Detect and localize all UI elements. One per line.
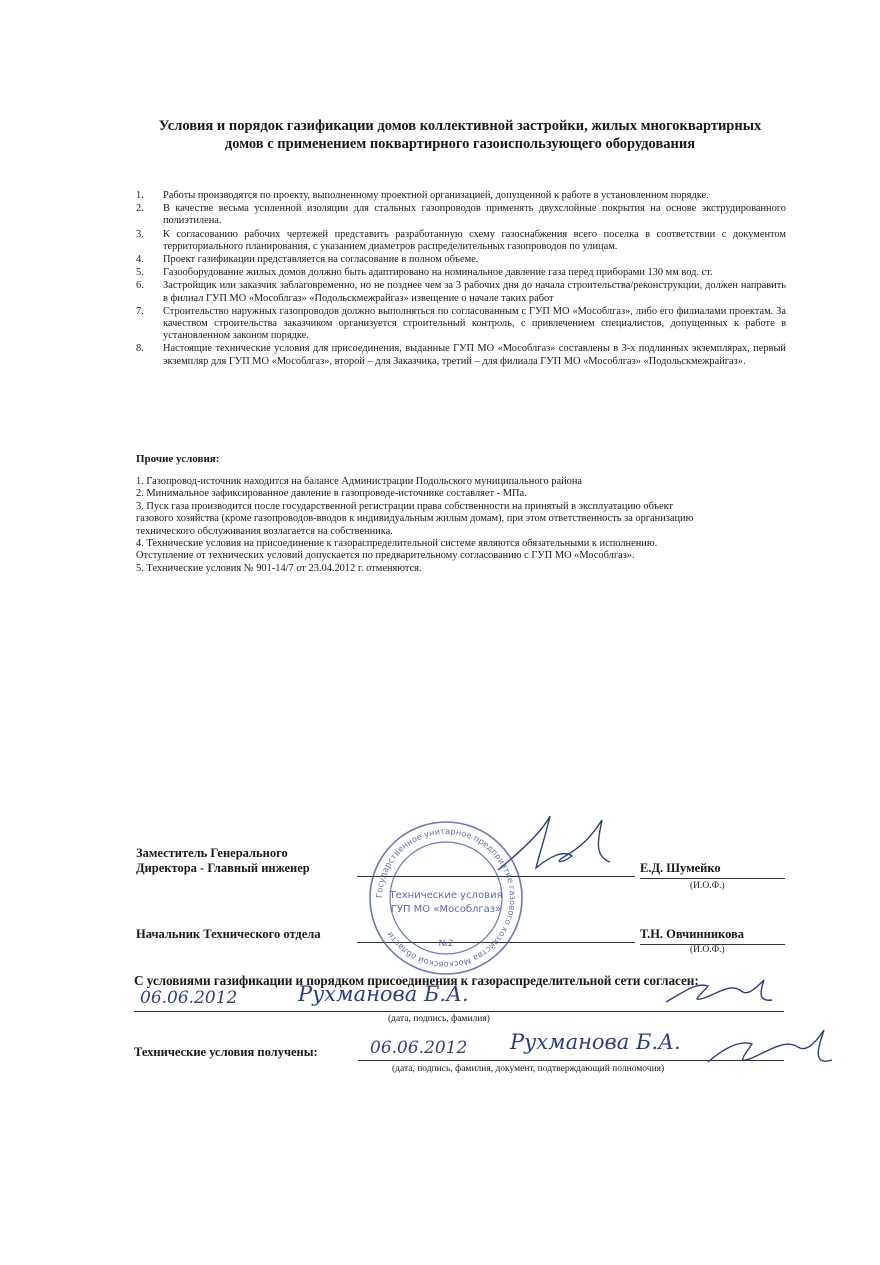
condition-text: Проект газификации представляется на согласование в полном объеме. [163, 254, 479, 266]
condition-text: Работы производятся по проекту, выполненному проектной организацией, допущенной к работе в установленном порядке. [163, 190, 709, 201]
conditions-list [136, 190, 786, 369]
other-condition-line: 1. Газопровод-источник находится на балансе Администрации Подольского муниципального района [136, 476, 583, 487]
other-condition-line: технического обслуживания возлагается на собственника. [136, 525, 393, 537]
condition-item [136, 343, 786, 367]
condition-item [136, 190, 786, 202]
condition-number: 5. [136, 267, 144, 279]
handwritten-surname-agreement: Рухманова Б.А. [298, 982, 469, 1006]
agreement-text: С условиями газификации и порядком присоединения к газораспределительной сети согласен: [134, 973, 699, 988]
received-label: Технические условия получены: [134, 1045, 318, 1059]
other-condition-line: 2. Минимальное зафиксированное давление в газопроводе-источнике составляет - МПа. [136, 488, 527, 500]
condition-text: Настоящие технические условия для присоединения, выданные ГУП МО «Мособлгаз» составлены в 3-х подлинных экземплярах, первый экземпляр для ГУП МО «Мособлгаз», второй – для Заказчика, третий – для филиала ГУП МО «Мособлгаз» «Подольскмежрайгаз». [163, 343, 786, 367]
deputy-name-hint: (И.О.Ф.) [690, 881, 725, 891]
other-condition-line: газового хозяйства (кроме газопроводов-вводов к индивидуальным жилым домам), при этом ответственность за организацию [136, 513, 694, 525]
condition-item [136, 229, 786, 253]
agreement-signature-scribble [660, 972, 780, 1012]
tech-head-name: Т.Н. Овчинникова [640, 927, 745, 941]
condition-number: 2. [136, 203, 144, 215]
condition-text: Газооборудование жилых домов должно быть адаптировано на номинальное давление газа перед приборами 130 мм вод. ст. [163, 267, 713, 279]
condition-item [136, 267, 786, 279]
other-condition-line: 5. Технические условия № 901-14/7 от 23.04.2012 г. отменяются. [136, 562, 422, 574]
handwritten-date-received: 06.06.2012 [370, 1038, 468, 1058]
condition-number: 1. [136, 190, 144, 201]
other-condition-line: Отступление от технических условий допускается по предварительному согласованию с ГУП МО «Мособлгаз». [136, 550, 635, 562]
condition-text: В качестве весьма усиленной изоляции для стальных газопроводов применять двухслойные покрытия на основе экструдированного полиэтилена. [163, 203, 786, 227]
other-condition-line: 4. Технические условия на присоединение к газораспределительной системе являются обязательными к исполнению. [136, 538, 658, 550]
stamp-center-line2: ГУП МО «Мособлгаз» [390, 904, 502, 915]
other-conditions-heading: Прочие условия: [136, 453, 220, 465]
stamp-ring-text: Государственное унитарное предприятие газового хозяйства Московской области [373, 825, 519, 971]
condition-number: 6. [136, 280, 144, 292]
condition-number: 7. [136, 305, 144, 317]
stamp-number: №2 [438, 939, 454, 949]
handwritten-date-agreement: 06.06.2012 [140, 988, 238, 1008]
tech-head-title: Начальник Технического отдела [136, 927, 321, 941]
condition-text: Застройщик или заказчик заблаговременно, но не позднее чем за 3 рабочих дня до начала строительства/реконструкции, должен направить в филиал ГУП МО «Мособлгаз» «Подольскмежрайгаз» извещение о начале таких работ [163, 280, 786, 304]
condition-item [136, 306, 786, 343]
condition-number: 4. [136, 254, 144, 266]
received-hint: (дата, подпись, фамилия, документ, подтверждающий полномочия) [392, 1064, 665, 1074]
condition-text: Строительство наружных газопроводов должно выполняться по согласованным с ГУП МО «Мособлгаз», либо его филиалами проектам. За качеством строительства заказчиком организуется строительный контроль, с привлечением специалистов, допущенных к работе в установленном законом порядке. [163, 305, 786, 342]
document-title: Условия и порядок газификации домов коллективной застройки, жилых многоквартирных домов с применением поквартирного газоиспользующего оборудования [158, 118, 762, 152]
deputy-name-line [640, 878, 785, 879]
company-stamp [366, 818, 526, 978]
condition-item [136, 254, 786, 266]
tech-head-name-hint: (И.О.Ф.) [690, 945, 725, 955]
received-signature-scribble [700, 1022, 840, 1082]
deputy-title-line1: Заместитель Генерального [136, 846, 288, 860]
condition-number: 8. [136, 343, 144, 355]
deputy-name: Е.Д. Шумейко [640, 861, 721, 875]
condition-number: 3. [136, 228, 144, 240]
condition-item [136, 280, 786, 304]
other-conditions-list [136, 476, 796, 575]
condition-item [136, 203, 786, 227]
handwritten-surname-received: Рухманова Б.А. [510, 1030, 681, 1054]
deputy-title-line2: Директора - Главный инженер [136, 861, 310, 875]
agreement-hint: (дата, подпись, фамилия) [388, 1014, 490, 1024]
stamp-center-line1: Технические условия [389, 890, 503, 901]
deputy-title [136, 846, 310, 876]
other-condition-line: 3. Пуск газа производится после государственной регистрации права собственности на принятый в эксплуатацию объект [136, 500, 674, 512]
condition-text: К согласованию рабочих чертежей представить разработанную схему газоснабжения всего поселка в соответствии с документом территориального планирования, с указанием диаметров распределительных газопроводов по улицам. [163, 228, 786, 252]
